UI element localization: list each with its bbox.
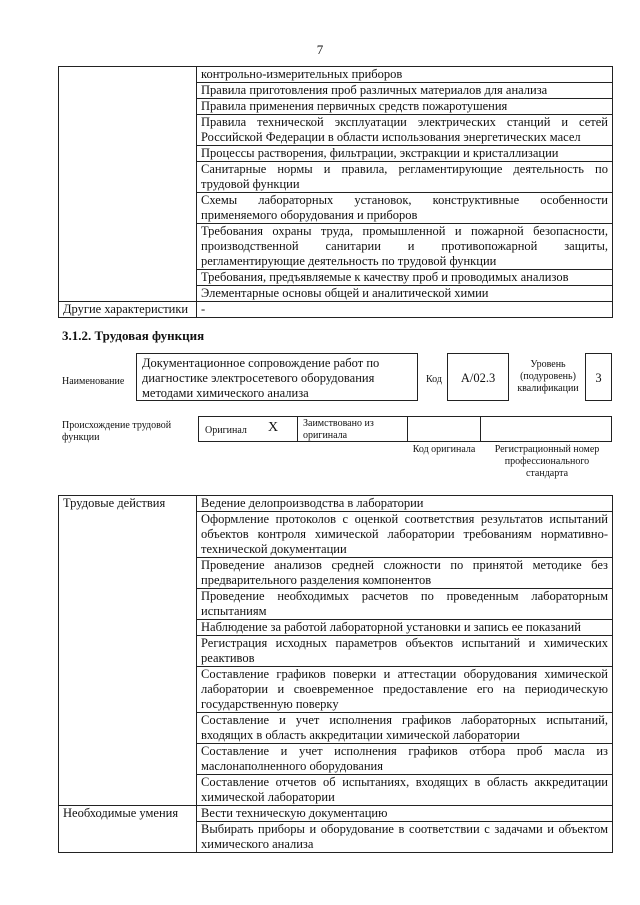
table-cell: Правила применения первичных средств пожаротушения [197, 99, 613, 115]
table-cell: Составление графиков поверки и аттестации оборудования химической лаборатории и своевременное предоставление его на периодическую государственную поверку [197, 667, 613, 713]
level-value: 3 [595, 371, 602, 385]
table-row [59, 67, 613, 83]
function-name: Документационное сопровождение работ по диагностике электросетевого оборудования методами химического анализа [142, 356, 380, 400]
origin-box [198, 416, 612, 442]
other-characteristics-value: - [197, 302, 613, 318]
level-label: Уровень (подуровень) квалификации [517, 359, 579, 394]
table-cell: Санитарные нормы и правила, регламентирующие деятельность по трудовой функции [197, 162, 613, 193]
table-cell: Элементарные основы общей и аналитической химии [197, 286, 613, 302]
table-cell: Ведение делопроизводства в лаборатории [197, 496, 613, 512]
skills-label: Необходимые умения [59, 806, 197, 853]
table-cell: Выбирать приборы и оборудование в соответствии с задачами и объектом химического анализа [197, 822, 613, 853]
table-cell: Схемы лабораторных установок, конструктивные особенности применяемого оборудования и приборов [197, 193, 613, 224]
table-row [59, 806, 613, 822]
table-row [59, 496, 613, 512]
table-cell: Правила технической эксплуатации электрических станций и сетей Российской Федерации в области использования энергетических масел [197, 115, 613, 146]
other-characteristics-label: Другие характеристики [59, 302, 197, 318]
table-cell: Составление и учет исполнения графиков лабораторных испытаний, входящих в область аккредитации химической лаборатории [197, 713, 613, 744]
original-label: Оригинал [205, 425, 247, 436]
requirements-table [58, 66, 613, 318]
table-cell: Проведение необходимых расчетов по проведенным лабораторным испытаниям [197, 589, 613, 620]
page-number: 7 [316, 42, 324, 57]
table-cell: Наблюдение за работой лабораторной установки и запись ее показаний [197, 620, 613, 636]
borrowed-label: Заимствовано из оригинала [303, 418, 374, 441]
labor-actions-label: Трудовые действия [59, 496, 197, 806]
code-value: А/02.3 [460, 371, 496, 385]
blank-label-cell [59, 67, 197, 302]
origin-divider [407, 416, 408, 442]
table-cell: Требования, предъявляемые к качеству проб и проводимых анализов [197, 270, 613, 286]
table-cell: Требования охраны труда, промышленной и пожарной безопасности, производственной санитарии и противопожарной защиты, регламентирующие деятельность по трудовой функции [197, 224, 613, 270]
origin-label: Происхождение трудовой функции [62, 420, 172, 443]
table-cell: контрольно-измерительных приборов [197, 67, 613, 83]
original-mark: X [268, 420, 279, 435]
section-title: 3.1.2. Трудовая функция [62, 328, 205, 343]
table-cell: Составление и учет исполнения графиков отбора проб масла из маслонаполненного оборудования [197, 744, 613, 775]
table-cell: Процессы растворения, фильтрации, экстракции и кристаллизации [197, 146, 613, 162]
table-cell: Правила приготовления проб различных материалов для анализа [197, 83, 613, 99]
origin-divider [480, 416, 481, 442]
table-cell: Оформление протоколов с оценкой соответствия результатов испытаний объектов контроля химической лаборатории требованиям нормативно-технической документации [197, 512, 613, 558]
table-cell: Проведение анализов средней сложности по принятой методике без предварительного разделения компонентов [197, 558, 613, 589]
code-original-caption: Код оригинала [412, 444, 476, 455]
labor-actions-table [58, 495, 613, 853]
table-cell: Вести техническую документацию [197, 806, 613, 822]
code-label: Код [426, 374, 442, 385]
table-cell: Регистрация исходных параметров объектов испытаний и химических реактивов [197, 636, 613, 667]
name-label: Наименование [62, 376, 125, 387]
table-cell: Составление отчетов об испытаниях, входящих в область аккредитации химической лаборатории [197, 775, 613, 806]
registration-caption: Регистрационный номер профессионального стандарта [494, 444, 600, 479]
table-row [59, 302, 613, 318]
origin-divider [297, 416, 298, 442]
